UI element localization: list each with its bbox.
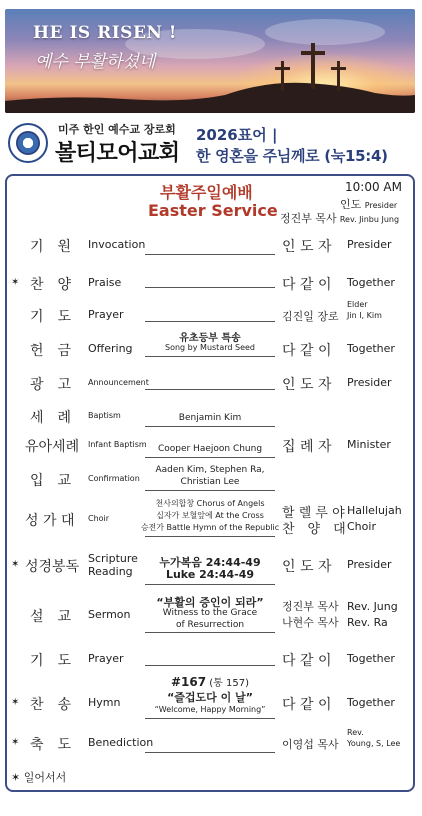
- item-name-ko: 성경봉독: [25, 559, 80, 575]
- item-detail: 유초등부 특송: [179, 333, 241, 344]
- item-name-ko: 축 도: [30, 737, 72, 753]
- leader-name: 이영섭 목사: [282, 738, 339, 751]
- leader-name-en: Together: [347, 342, 395, 355]
- standing-star-icon: ✶: [11, 559, 20, 570]
- item-detail: “Welcome, Happy Morning”: [154, 705, 266, 714]
- presider-name: 정진부 목사 Rev. Jinbu Jung: [280, 212, 400, 225]
- sermon-title-en: Witness to the Grace: [162, 608, 258, 618]
- fill-line: [145, 536, 275, 537]
- leader-name: 나현수 목사: [282, 616, 339, 629]
- motto-year: 2026표어 |: [196, 126, 278, 144]
- standing-star-icon: ✶: [11, 737, 20, 748]
- fill-line: [145, 287, 275, 288]
- fill-line: [145, 490, 275, 491]
- leader-name-en: Presider: [347, 558, 392, 571]
- item-name-ko: 유아세례: [25, 439, 80, 455]
- item-name-ko: 기 도: [30, 653, 72, 669]
- leader-name: 할 렐 루 야: [282, 506, 345, 521]
- leader-name-en: Hallelujah: [347, 504, 402, 517]
- fill-line: [145, 665, 275, 666]
- easter-banner: [5, 9, 415, 113]
- item-name-ko: 광 고: [30, 377, 72, 393]
- item-name-ko: 입 교: [30, 473, 72, 489]
- church-logo-icon: [8, 123, 48, 163]
- fill-line: [145, 752, 275, 753]
- choir-song: 십자가 보혈앞에 At the Cross: [156, 511, 264, 520]
- leader-name: 김진일 장로: [282, 310, 339, 323]
- sermon-title: “부활의 증인이 되라”: [156, 596, 264, 609]
- sermon-title-en: of Resurrection: [175, 620, 245, 630]
- item-name-en: Offering: [88, 342, 133, 355]
- church-name: 볼티모어교회: [55, 141, 180, 166]
- item-name-en: Praise: [88, 276, 122, 289]
- leader-name-en: Elder: [347, 300, 368, 309]
- item-name-en: Infant Baptism: [88, 440, 147, 449]
- item-detail: Benjamin Kim: [178, 413, 242, 423]
- leader-name-en: Jin I, Kim: [347, 311, 382, 320]
- leader-name: 집 례 자: [282, 439, 332, 455]
- standing-star-icon: ✶: [11, 697, 20, 708]
- item-detail: Aaden Kim, Stephen Ra,: [155, 465, 265, 475]
- item-name-en: Baptism: [88, 411, 121, 420]
- fill-line: [145, 584, 275, 585]
- leader-name: 다 같 이: [282, 343, 332, 359]
- item-name-en: Sermon: [88, 608, 131, 621]
- motto-text: 한 영혼을 주님께로 (눅15:4): [196, 147, 388, 165]
- leader-name-en: Together: [347, 652, 395, 665]
- service-title-en: Easter Service: [148, 201, 278, 220]
- denomination-name: 미주 한인 예수교 장로회: [58, 123, 176, 136]
- item-name-en: Choir: [88, 514, 110, 523]
- three-crosses-icon: [273, 39, 393, 99]
- fill-line: [145, 321, 275, 322]
- leader-name: 인 도 자: [282, 377, 332, 393]
- leader-name-en: Choir: [347, 520, 376, 533]
- leader-name-en: Rev. Ra: [347, 616, 388, 629]
- scripture-ref-ko: 누가복음 24:44-49: [159, 556, 261, 569]
- service-time: 10:00 AM: [345, 180, 402, 194]
- item-detail: “즐겁도다 이 날”: [167, 691, 253, 704]
- leader-name-en: Rev.: [347, 728, 364, 737]
- standing-star-icon: ✶: [11, 277, 20, 288]
- standing-note: ✶ 일어서서: [11, 771, 67, 784]
- leader-name: 인 도 자: [282, 239, 332, 255]
- fill-line: [145, 426, 275, 427]
- leader-name-en: Together: [347, 696, 395, 709]
- fill-line: [145, 254, 275, 255]
- leader-name-en: Presider: [347, 238, 392, 251]
- item-name-ko: 성 가 대: [25, 513, 75, 529]
- service-title-ko: 부활주일예배: [160, 183, 253, 202]
- item-name-ko: 기 원: [30, 239, 72, 255]
- leader-name: 다 같 이: [282, 697, 332, 713]
- item-name-en: Prayer: [88, 308, 124, 321]
- item-name-en: Confirmation: [88, 474, 140, 483]
- scripture-ref-en: Luke 24:44-49: [165, 568, 255, 581]
- item-name-en: Invocation: [88, 238, 146, 251]
- item-detail-number: #167 (통 157): [170, 675, 250, 689]
- leader-name: 인 도 자: [282, 559, 332, 575]
- item-name-en: Hymn: [88, 696, 121, 709]
- item-name-ko: 찬 양: [30, 277, 72, 293]
- presider-label: 인도 Presider: [340, 198, 398, 211]
- item-name-ko: 설 교: [30, 609, 72, 625]
- fill-line: [145, 632, 275, 633]
- item-name-ko: 기 도: [30, 309, 72, 325]
- item-name-en: Benediction: [88, 736, 154, 749]
- leader-name-en: Presider: [347, 376, 392, 389]
- leader-name: 정진부 목사: [282, 600, 339, 613]
- leader-name: 다 같 이: [282, 277, 332, 293]
- leader-name-en: Together: [347, 276, 395, 289]
- item-detail: Song by Mustard Seed: [165, 343, 255, 352]
- fill-line: [145, 457, 275, 458]
- leader-name-en: Minister: [347, 438, 391, 451]
- fill-line: [145, 718, 275, 719]
- item-detail: Cooper Haejoon Chung: [157, 444, 263, 454]
- banner-title-en: HE IS RISEN !: [33, 23, 177, 43]
- item-name-en: Scripture: [88, 552, 138, 565]
- item-name-ko: 세 례: [30, 410, 72, 426]
- item-name-ko: 헌 금: [30, 343, 72, 359]
- banner-title-ko: 예수 부활하셨네: [35, 52, 156, 72]
- leader-name: 다 같 이: [282, 653, 332, 669]
- item-detail: Christian Lee: [180, 477, 240, 487]
- item-name-en: Prayer: [88, 652, 124, 665]
- fill-line: [145, 356, 275, 357]
- choir-song: 승전가 Battle Hymn of the Republic: [140, 523, 280, 532]
- leader-name: 찬 양 대: [282, 522, 346, 537]
- item-name-en: Reading: [88, 565, 133, 578]
- item-name-ko: 찬 송: [30, 697, 72, 713]
- fill-line: [145, 389, 275, 390]
- choir-song: 천사의합창 Chorus of Angels: [155, 499, 265, 508]
- leader-name-en: Young, S, Lee: [347, 739, 401, 748]
- item-name-en: Announcement: [88, 378, 149, 387]
- leader-name-en: Rev. Jung: [347, 600, 398, 613]
